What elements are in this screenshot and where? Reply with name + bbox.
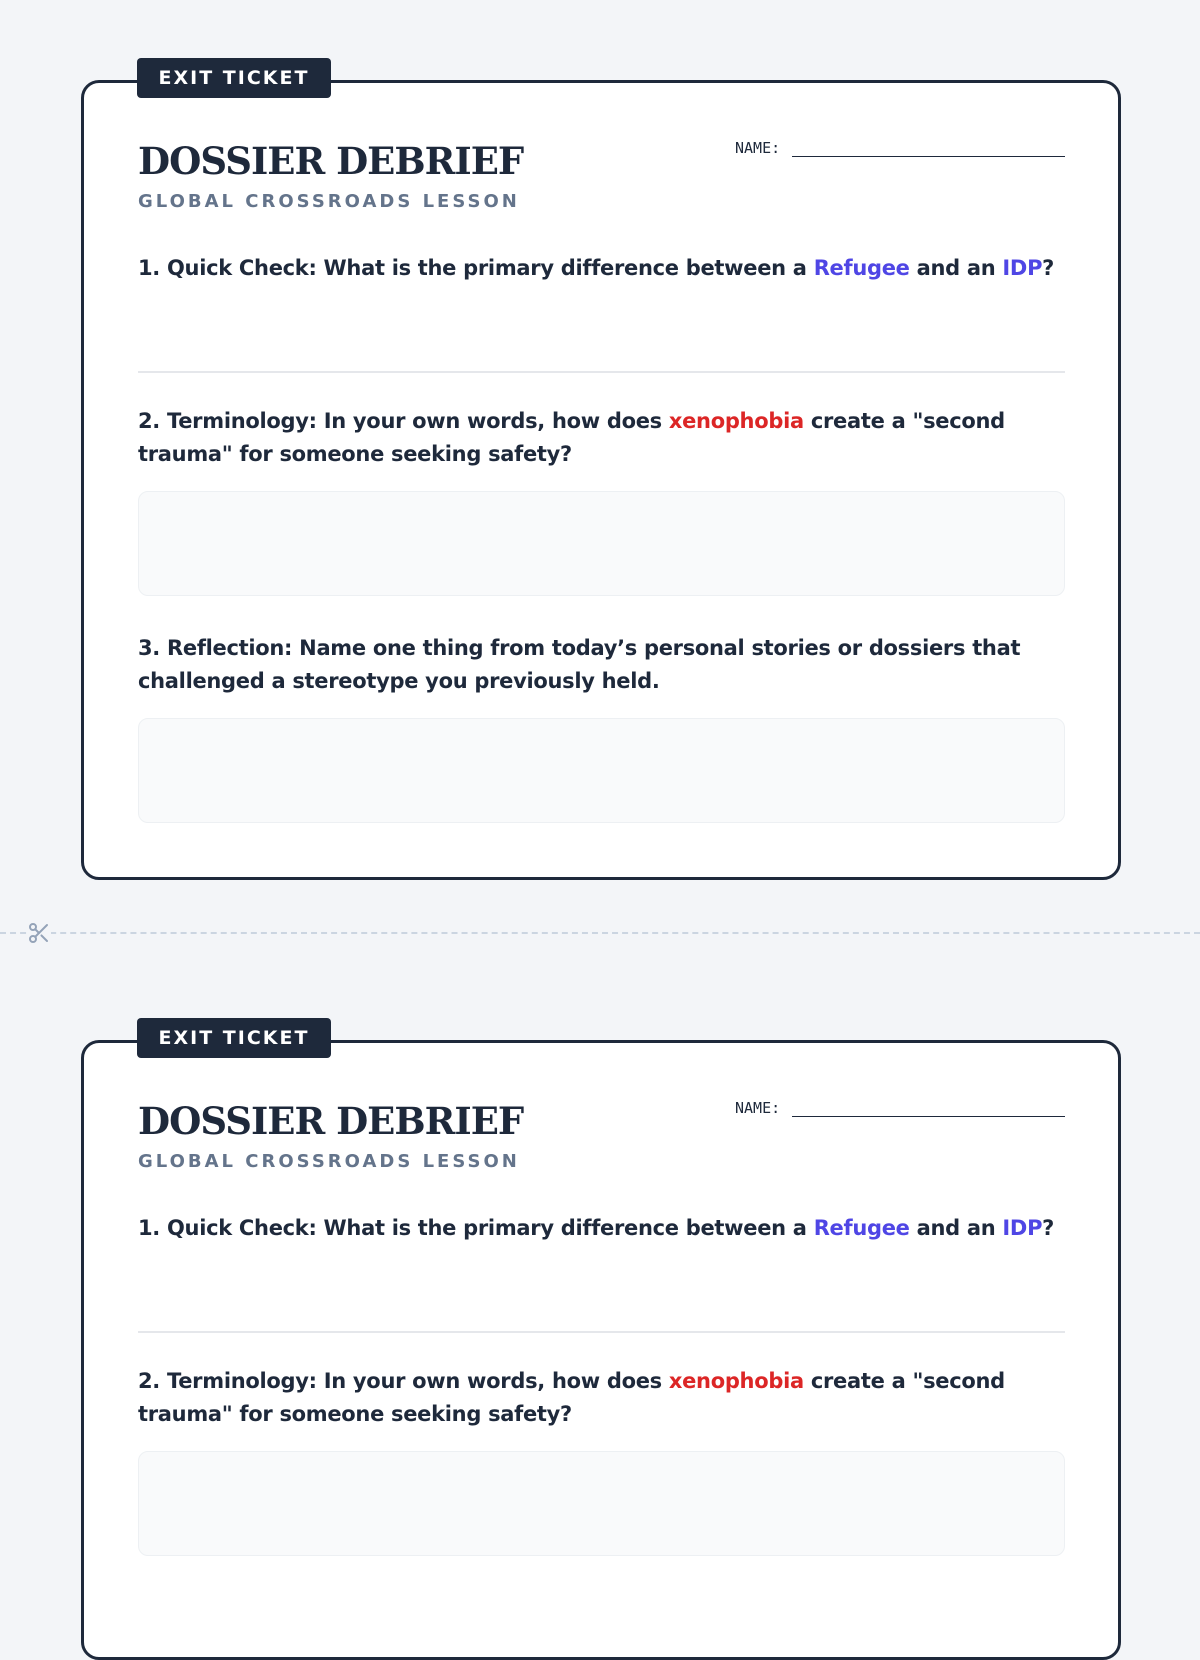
question-2 xyxy=(138,405,1065,471)
question-1-answer-line[interactable] xyxy=(138,1331,1065,1333)
ticket-title: DOSSIER DEBRIEF xyxy=(138,139,524,183)
ticket-title: DOSSIER DEBRIEF xyxy=(138,1099,524,1143)
ticket-subtitle: GLOBAL CROSSROADS LESSON xyxy=(138,191,520,212)
question-2-answer-box[interactable] xyxy=(138,1451,1065,1556)
question-2-text: 2. Terminology: In your own words, how does xyxy=(138,409,669,433)
question-1-answer-line[interactable] xyxy=(138,371,1065,373)
name-field xyxy=(735,139,1065,157)
term-idp: IDP xyxy=(1002,1216,1043,1240)
question-2-answer-box[interactable] xyxy=(138,491,1065,596)
cut-line xyxy=(0,932,1200,934)
exit-ticket-card xyxy=(81,1027,1121,1660)
question-2 xyxy=(138,1365,1065,1431)
term-refugee: Refugee xyxy=(813,256,910,280)
question-1-text-end: ? xyxy=(1042,256,1055,280)
term-refugee: Refugee xyxy=(813,1216,910,1240)
question-2-text: 2. Terminology: In your own words, how does xyxy=(138,1369,669,1393)
term-idp: IDP xyxy=(1002,256,1043,280)
exit-ticket-tab: EXIT TICKET xyxy=(137,1018,331,1058)
question-1-text-mid: and an xyxy=(909,1216,1003,1240)
question-1 xyxy=(138,1212,1065,1245)
question-3-answer-box[interactable] xyxy=(138,718,1065,823)
term-xenophobia: xenophobia xyxy=(668,409,804,433)
name-label: NAME: xyxy=(735,1099,781,1117)
exit-ticket-card xyxy=(81,67,1121,880)
name-field xyxy=(735,1099,1065,1117)
name-label: NAME: xyxy=(735,139,781,157)
question-3: 3. Reflection: Name one thing from today’s personal stories or dossiers that challenged a stereotype you previously held. xyxy=(138,636,1021,693)
term-xenophobia: xenophobia xyxy=(668,1369,804,1393)
question-2-text-end: create a "second trauma" for someone seeking safety? xyxy=(138,409,1005,466)
question-1 xyxy=(138,252,1065,285)
name-write-line[interactable] xyxy=(792,1102,1065,1117)
question-1-text-mid: and an xyxy=(909,256,1003,280)
exit-ticket-tab: EXIT TICKET xyxy=(137,58,331,98)
question-2-text-end: create a "second trauma" for someone seeking safety? xyxy=(138,1369,1005,1426)
question-1-text-end: ? xyxy=(1042,1216,1055,1240)
scissors-icon xyxy=(27,921,51,945)
name-write-line[interactable] xyxy=(792,142,1065,157)
question-1-text: 1. Quick Check: What is the primary difference between a xyxy=(138,1216,814,1240)
question-1-text: 1. Quick Check: What is the primary difference between a xyxy=(138,256,814,280)
ticket-subtitle: GLOBAL CROSSROADS LESSON xyxy=(138,1151,520,1172)
